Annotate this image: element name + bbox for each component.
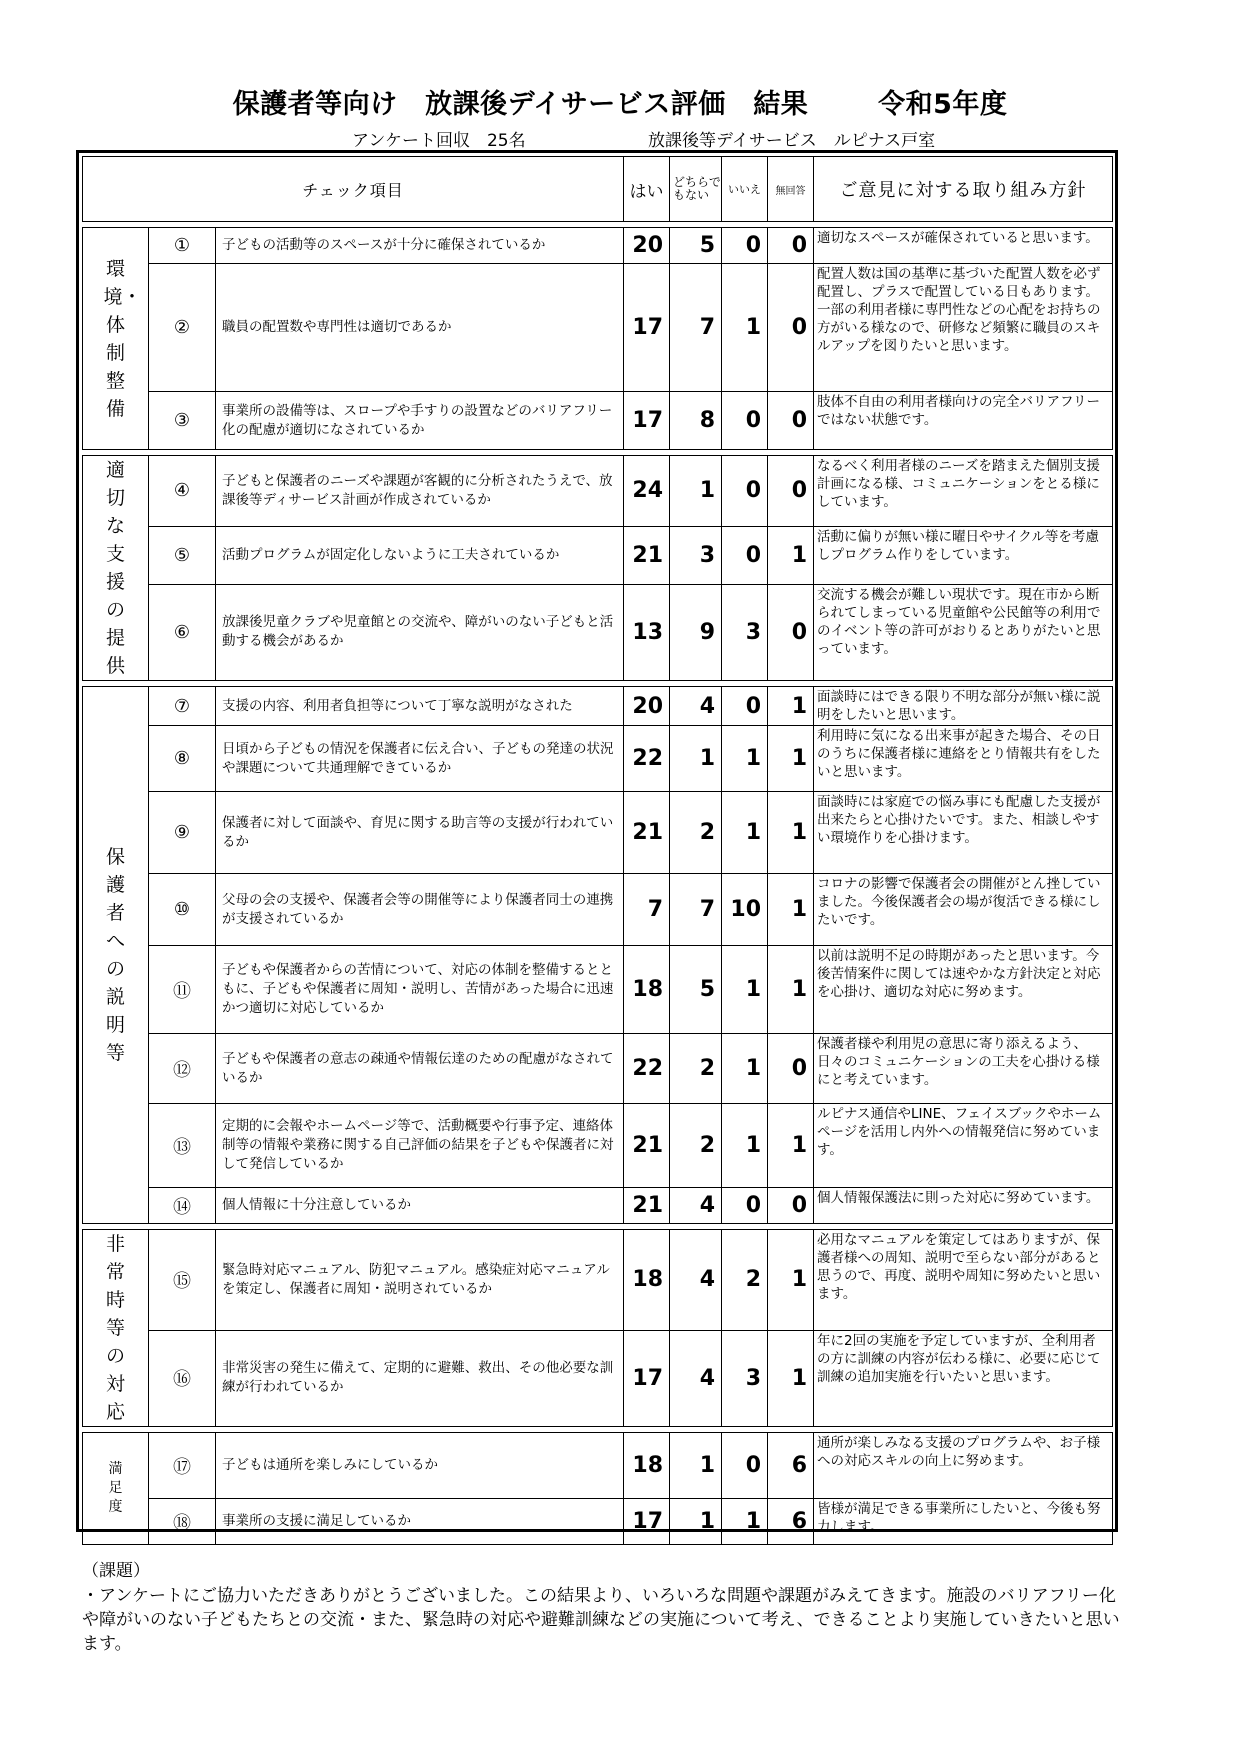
count-no: 1 — [722, 726, 768, 792]
item-number: ⑧ — [149, 726, 216, 792]
survey-table — [82, 156, 1113, 1545]
category-label: 保護者への説明等 — [105, 846, 125, 1064]
count-no-answer: 0 — [768, 1034, 814, 1104]
count-no-answer: 1 — [768, 726, 814, 792]
count-neither: 4 — [670, 1230, 722, 1331]
count-neither: 4 — [670, 1188, 722, 1224]
policy-text: 交流する機会が難しい現状です。現在市から断られてしまっている児童館や公民館等の利用でのイベント等の許可がおりるとありがたいと思っています。 — [814, 584, 1113, 680]
count-no: 0 — [722, 1433, 768, 1499]
item-text: 日頃から子どもの情況を保護者に伝え合い、子どもの発達の状況や課題について共通理解できているか — [216, 726, 624, 792]
table-row — [83, 392, 1113, 450]
item-number: ⑦ — [149, 687, 216, 726]
item-text: 非常災害の発生に備えて、定期的に避難、救出、その他必要な訓練が行われているか — [216, 1330, 624, 1426]
header-policy: ご意見に対する取り組み方針 — [814, 157, 1113, 222]
count-yes: 20 — [624, 228, 670, 264]
item-text: 定期的に会報やホームページ等で、活動概要や行事予定、連絡体制等の情報や業務に関する自己評価の結果を子どもや保護者に対して発信しているか — [216, 1104, 624, 1188]
item-text: 子どもの活動等のスペースが十分に確保されているか — [216, 228, 624, 264]
count-yes: 18 — [624, 1433, 670, 1499]
table-row — [83, 1034, 1113, 1104]
item-number: ⑬ — [149, 1104, 216, 1188]
count-neither: 7 — [670, 264, 722, 392]
category-cell — [83, 1230, 149, 1427]
count-yes: 17 — [624, 1499, 670, 1545]
item-number: ⑪ — [149, 946, 216, 1034]
table-row — [83, 1433, 1113, 1499]
table-row — [83, 264, 1113, 392]
header-no: いいえ — [722, 157, 768, 222]
count-no: 1 — [722, 1499, 768, 1545]
category-label: 適切な支援の提供 — [105, 459, 125, 677]
policy-text: 面談時にはできる限り不明な部分が無い様に説明をしたいと思います。 — [814, 687, 1113, 726]
count-yes: 7 — [624, 874, 670, 946]
count-yes: 18 — [624, 1230, 670, 1331]
table-row — [83, 874, 1113, 946]
policy-text: ルピナス通信やLINE、フェイスブックやホームページを活用し内外への情報発信に努めています。 — [814, 1104, 1113, 1188]
policy-text: 保護者様や利用児の意思に寄り添えるよう、日々のコミュニケーションの工夫を心掛ける様にと考えています。 — [814, 1034, 1113, 1104]
count-no: 0 — [722, 228, 768, 264]
issues-heading: （課題） — [82, 1561, 150, 1581]
count-no: 1 — [722, 946, 768, 1034]
header-yes: はい — [624, 157, 670, 222]
page-title — [0, 82, 1240, 121]
count-no: 0 — [722, 456, 768, 527]
count-yes: 21 — [624, 1104, 670, 1188]
item-number: ③ — [149, 392, 216, 450]
item-text: 子どもや保護者の意志の疎通や情報伝達のための配慮がなされているか — [216, 1034, 624, 1104]
count-neither: 3 — [670, 526, 722, 584]
count-no-answer: 6 — [768, 1499, 814, 1545]
count-no: 1 — [722, 264, 768, 392]
item-number: ⑨ — [149, 792, 216, 874]
count-neither: 2 — [670, 792, 722, 874]
table-row — [83, 687, 1113, 726]
policy-text: 配置人数は国の基準に基づいた配置人数を必ず配置し、プラスで配置している日もあります。一部の利用者様に専門性などの心配をお持ちの方がいる様なので、研修など頻繁に職員のスキルアップを図りたいと思います。 — [814, 264, 1113, 392]
item-text: 子どもは通所を楽しみにしているか — [216, 1433, 624, 1499]
policy-text: 通所が楽しみなる支援のプログラムや、お子様への対応スキルの向上に努めます。 — [814, 1433, 1113, 1499]
category-cell — [83, 1433, 149, 1545]
table-row — [83, 526, 1113, 584]
count-no-answer: 0 — [768, 456, 814, 527]
item-number: ⑭ — [149, 1188, 216, 1224]
item-number: ⑥ — [149, 584, 216, 680]
count-no: 1 — [722, 792, 768, 874]
item-number: ② — [149, 264, 216, 392]
count-no-answer: 0 — [768, 392, 814, 450]
item-text: 職員の配置数や専門性は適切であるか — [216, 264, 624, 392]
count-no-answer: 0 — [768, 264, 814, 392]
category-label: 満足度 — [108, 1461, 123, 1515]
count-no-answer: 1 — [768, 1104, 814, 1188]
item-text: 事業所の設備等は、スロープや手すりの設置などのバリアフリー化の配慮が適切になされているか — [216, 392, 624, 450]
item-text: 緊急時対応マニュアル、防犯マニュアル。感染症対応マニュアルを策定し、保護者に周知・説明されているか — [216, 1230, 624, 1331]
category-label: 環境・体制整備 — [103, 257, 142, 420]
policy-text: 活動に偏りが無い様に曜日やサイクル等を考慮しプログラム作りをしています。 — [814, 526, 1113, 584]
count-no-answer: 1 — [768, 1230, 814, 1331]
collected-count: アンケート回収 25名 — [352, 131, 526, 151]
policy-text: 個人情報保護法に則った対応に努めています。 — [814, 1188, 1113, 1224]
item-text: 子どもと保護者のニーズや課題が客観的に分析されたうえで、放課後等ディサービス計画が作成されているか — [216, 456, 624, 527]
table-row — [83, 946, 1113, 1034]
count-neither: 2 — [670, 1034, 722, 1104]
count-no-answer: 0 — [768, 584, 814, 680]
count-neither: 9 — [670, 584, 722, 680]
item-text: 個人情報に十分注意しているか — [216, 1188, 624, 1224]
item-text: 活動プログラムが固定化しないように工夫されているか — [216, 526, 624, 584]
policy-text: 必用なマニュアルを策定してはありますが、保護者様への周知、説明で至らない部分があると思うので、再度、説明や周知に努めたいと思います。 — [814, 1230, 1113, 1331]
header-no-answer: 無回答 — [768, 157, 814, 222]
item-number: ④ — [149, 456, 216, 527]
count-no-answer: 1 — [768, 874, 814, 946]
count-no: 1 — [722, 1034, 768, 1104]
table-row — [83, 726, 1113, 792]
count-no-answer: 0 — [768, 228, 814, 264]
facility-name: 放課後等デイサービス ルピナス戸室 — [648, 131, 936, 151]
category-cell — [83, 228, 149, 450]
count-yes: 21 — [624, 792, 670, 874]
count-no: 10 — [722, 874, 768, 946]
count-neither: 5 — [670, 946, 722, 1034]
count-yes: 17 — [624, 264, 670, 392]
count-no-answer: 1 — [768, 946, 814, 1034]
count-yes: 22 — [624, 726, 670, 792]
table-row — [83, 1188, 1113, 1224]
count-no-answer: 1 — [768, 792, 814, 874]
policy-text: 皆様が満足できる事業所にしたいと、今後も努力します。 — [814, 1499, 1113, 1545]
title-year: 令和5年度 — [878, 89, 1008, 120]
count-neither: 1 — [670, 726, 722, 792]
count-no-answer: 0 — [768, 1188, 814, 1224]
count-neither: 4 — [670, 1330, 722, 1426]
count-no: 2 — [722, 1230, 768, 1331]
table-row — [83, 584, 1113, 680]
count-yes: 18 — [624, 946, 670, 1034]
count-yes: 17 — [624, 392, 670, 450]
table-row — [83, 1230, 1113, 1331]
category-label: 非常時等の対応 — [105, 1233, 125, 1423]
item-number: ⑱ — [149, 1499, 216, 1545]
count-yes: 24 — [624, 456, 670, 527]
item-text: 事業所の支援に満足しているか — [216, 1499, 624, 1545]
count-no-answer: 1 — [768, 687, 814, 726]
count-yes: 21 — [624, 526, 670, 584]
count-neither: 4 — [670, 687, 722, 726]
table-row — [83, 1104, 1113, 1188]
item-number: ⑮ — [149, 1230, 216, 1331]
count-neither: 1 — [670, 1433, 722, 1499]
policy-text: 利用時に気になる出来事が起きた場合、その日のうちに保護者様に連絡をとり情報共有をしたいと思います。 — [814, 726, 1113, 792]
count-no: 0 — [722, 392, 768, 450]
count-yes: 13 — [624, 584, 670, 680]
header-neither: どちらでもない — [670, 157, 722, 222]
item-number: ⑰ — [149, 1433, 216, 1499]
item-number: ⑩ — [149, 874, 216, 946]
header-check-item: チェック項目 — [83, 157, 624, 222]
count-yes: 20 — [624, 687, 670, 726]
issues-text: ・アンケートにご協力いただきありがとうございました。この結果より、いろいろな問題や課題がみえてきます。施設のバリアフリー化や障がいのない子どもたちとの交流・また、緊急時の対応や避難訓練などの実施について考え、できることより実施していきたいと思います。 — [82, 1586, 1120, 1654]
policy-text: 適切なスペースが確保されていると思います。 — [814, 228, 1113, 264]
policy-text: 以前は説明不足の時期があったと思います。今後苦情案件に関しては速やかな方針決定と対応を心掛け、適切な対応に努めます。 — [814, 946, 1113, 1034]
count-no-answer: 6 — [768, 1433, 814, 1499]
item-text: 子どもや保護者からの苦情について、対応の体制を整備するとともに、子どもや保護者に周知・説明し、苦情があった場合に迅速かつ適切に対応しているか — [216, 946, 624, 1034]
policy-text: 年に2回の実施を予定していますが、全利用者の方に訓練の内容が伝わる様に、必要に応じて訓練の追加実施を行いたいと思います。 — [814, 1330, 1113, 1426]
count-no: 0 — [722, 687, 768, 726]
item-text: 保護者に対して面談や、育児に関する助言等の支援が行われているか — [216, 792, 624, 874]
count-no-answer: 1 — [768, 1330, 814, 1426]
table-row — [83, 456, 1113, 527]
item-text: 父母の会の支援や、保護者会等の開催等により保護者同士の連携が支援されているか — [216, 874, 624, 946]
title-main: 保護者等向け 放課後デイサービス評価 結果 — [232, 89, 809, 120]
count-no: 3 — [722, 584, 768, 680]
count-neither: 7 — [670, 874, 722, 946]
item-number: ⑫ — [149, 1034, 216, 1104]
category-cell — [83, 687, 149, 1224]
count-yes: 21 — [624, 1188, 670, 1224]
policy-text: なるべく利用者様のニーズを踏まえた個別支援計画になる様、コミュニケーションをとる様にしています。 — [814, 456, 1113, 527]
count-neither: 1 — [670, 456, 722, 527]
count-no: 1 — [722, 1104, 768, 1188]
count-yes: 17 — [624, 1330, 670, 1426]
policy-text: コロナの影響で保護者会の開催がとん挫していました。今後保護者会の場が復活できる様にしたいです。 — [814, 874, 1113, 946]
count-no: 3 — [722, 1330, 768, 1426]
table-row — [83, 228, 1113, 264]
count-yes: 22 — [624, 1034, 670, 1104]
item-number: ⑯ — [149, 1330, 216, 1426]
item-text: 支援の内容、利用者負担等について丁寧な説明がなされた — [216, 687, 624, 726]
count-neither: 2 — [670, 1104, 722, 1188]
item-number: ⑤ — [149, 526, 216, 584]
item-text: 放課後児童クラブや児童館との交流や、障がいのない子どもと活動する機会があるか — [216, 584, 624, 680]
policy-text: 面談時には家庭での悩み事にも配慮した支援が出来たらと心掛けたいです。また、相談しやすい環境作りを心掛けます。 — [814, 792, 1113, 874]
table-row — [83, 1499, 1113, 1545]
count-no: 0 — [722, 526, 768, 584]
count-no: 0 — [722, 1188, 768, 1224]
policy-text: 肢体不自由の利用者様向けの完全バリアフリーではない状態です。 — [814, 392, 1113, 450]
item-number: ① — [149, 228, 216, 264]
count-neither: 8 — [670, 392, 722, 450]
count-neither: 5 — [670, 228, 722, 264]
count-no-answer: 1 — [768, 526, 814, 584]
category-cell — [83, 456, 149, 681]
table-row — [83, 1330, 1113, 1426]
table-row — [83, 792, 1113, 874]
count-neither: 1 — [670, 1499, 722, 1545]
